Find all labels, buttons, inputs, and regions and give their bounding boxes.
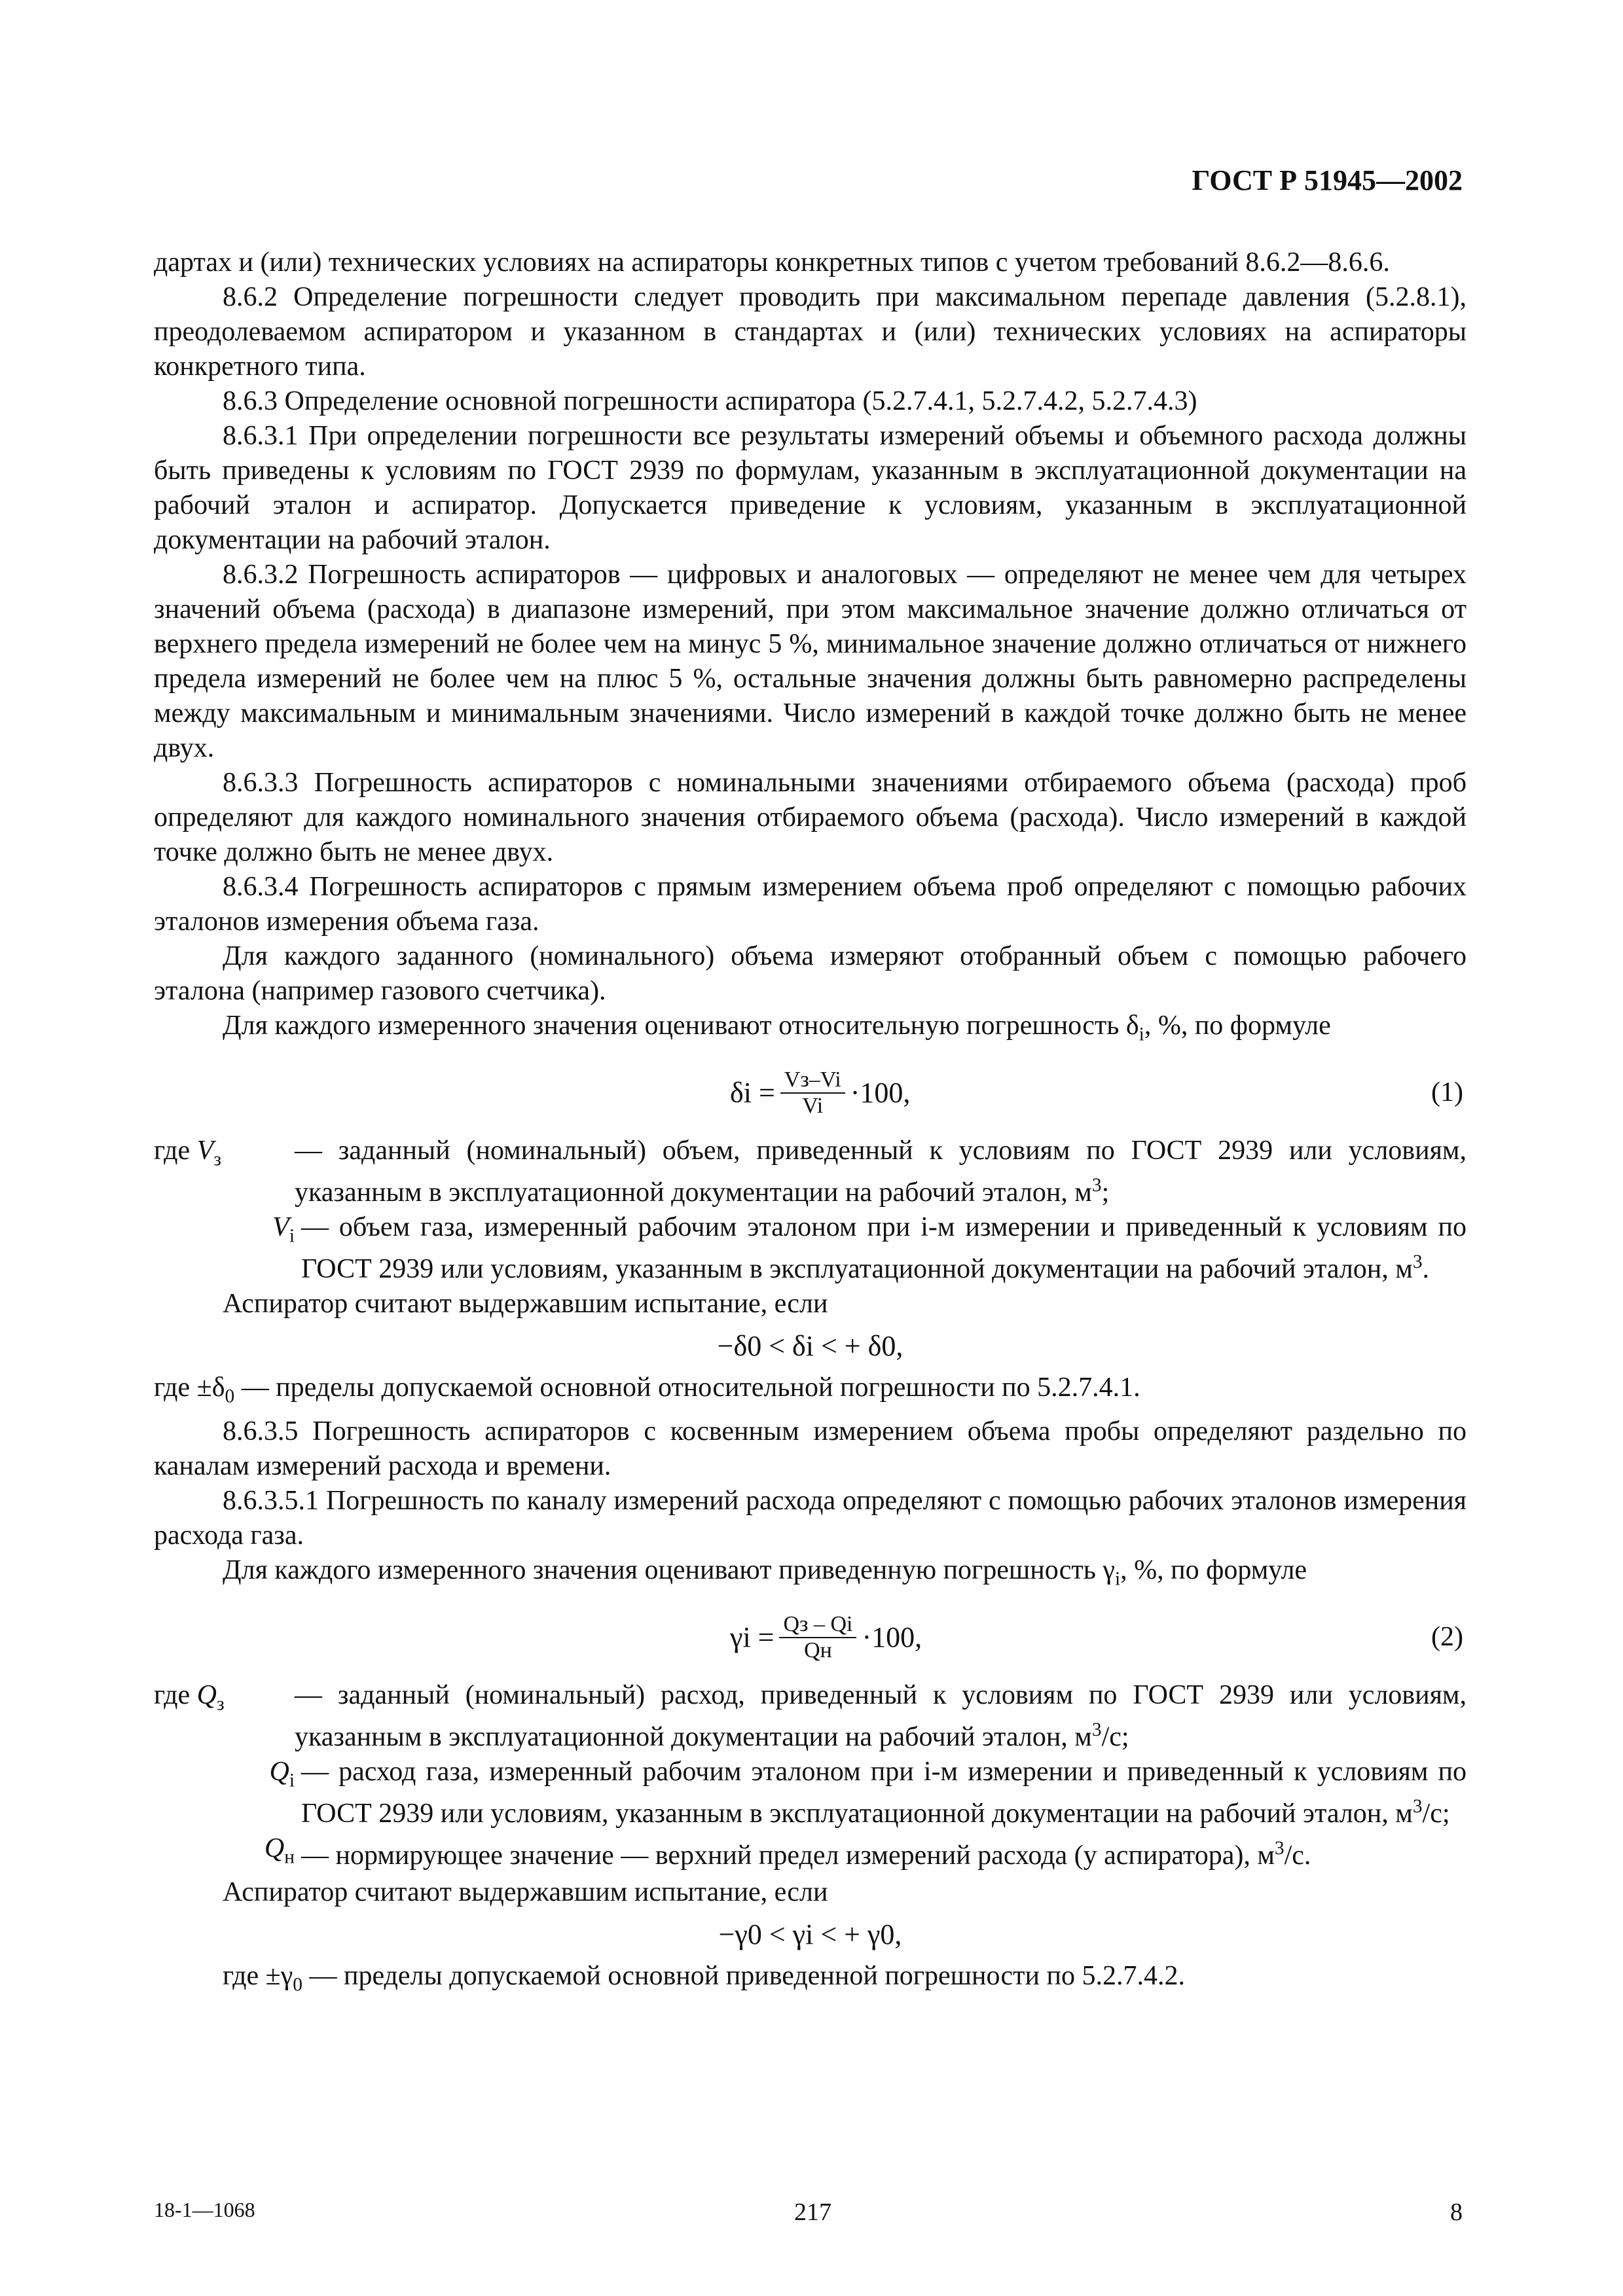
definition-row: $Q_н$ — нормирующее значение — верхний предел измерений расхода (у аспиратора), $м^3/с$. [154,1831,1467,1874]
document-body [154,245,1467,2002]
paragraph: где $\pm\gamma_0$ — пределы допускаемой основной приведенной погрешности по 5.2.7.4.2. [223,1960,1185,1995]
definition-text: — заданный (номинальный) объем, приведенный к условиям по ГОСТ 2939 или условиям, указанным в эксплуатационной документации на рабочий эталон, $м^3$; [295,1136,1467,1208]
definition-row: $Q_i$ — расход газа, измеренный рабочим эталоном при i-м измерении и приведенный к условиям по ГОСТ 2939 или условиям, указанным в эксплуатационной документации на рабочий эталон, $м^3/с$; [154,1755,1467,1831]
formula-1-number: (1) [1431,1077,1463,1108]
inequality-1: −δ0 < δi < + δ0, [717,1330,903,1363]
definition-text: — нормирующее значение — верхний предел измерений расхода (у аспиратора), $м^3/с$. [301,1838,1311,1871]
paragraph: 8.6.3.5 Погрешность аспираторов с косвенным измерением объема пробы определяют раздельно по каналам измерений расхода и времени. [154,1416,1467,1481]
definition-row: $V_i$ — объем газа, измеренный рабочим эталоном при i-м измерении и приведенный к условиям по ГОСТ 2939 или условиям, указанным в эксплуатационной документации на рабочий эталон, $м^3$. [154,1210,1467,1287]
fraction: $\frac{Vз-Vi}{Vi}$ [780,1067,845,1119]
definition-text: — объем газа, измеренный рабочим эталоном при i-м измерении и приведенный к условиям по ГОСТ 2939 или условиям, указанным в эксплуатационной документации на рабочий эталон, $м^3$. [301,1212,1467,1285]
fraction: $\frac{Qз - Qi}{Qн}$ [779,1612,856,1663]
footer-code: 18-1—1068 [154,2198,255,2221]
paragraph: Аспиратор считают выдержавшим испытание, если [223,1289,828,1319]
paragraph: Для каждого заданного (номинального) объема измеряют отобранный объем с помощью рабочего эталона (например газового счетчика). [154,941,1467,1006]
footer-page-number: 217 [794,2198,831,2226]
formula-1 [154,1052,1467,1134]
paragraph: Для каждого измеренного значения оценивают приведенную погрешность $\gamma_i$, %, по формуле [223,1554,1307,1590]
formula-1-expression: δi = $\frac{Vз-Vi}{Vi}$ ·100, [730,1067,911,1118]
definition-text: — расход газа, измеренный рабочим эталоном при i-м измерении и приведенный к условиям по ГОСТ 2939 или условиям, указанным в эксплуатационной документации на рабочий эталон, $м^3/с$; [301,1757,1467,1829]
definition-row: где $V_з$ — заданный (номинальный) объем, приведенный к условиям по ГОСТ 2939 или условиям, указанным в эксплуатационной документации на рабочий эталон, $м^3$; [154,1134,1467,1210]
paragraph: Аспиратор считают выдержавшим испытание, если [223,1876,828,1907]
paragraph: 8.6.3 Определение основной погрешности аспиратора (5.2.7.4.1, 5.2.7.4.2, 5.2.7.4.3) [223,386,1197,416]
paragraph: Для каждого измеренного значения оценивают относительную погрешность $\delta_i$, %, по формуле [223,1011,1331,1045]
definition-text: — заданный (номинальный) расход, приведенный к условиям по ГОСТ 2939 или условиям, указанным в эксплуатационной документации на рабочий эталон, $м^3/с$; [295,1680,1467,1753]
paragraph: 8.6.3.2 Погрешность аспираторов — цифровых и аналоговых — определяют не менее чем для четырех значений объема (расхода) в диапазоне измерений, при этом максимальное значение должно отличаться от верхнего предела измерений не более чем на минус 5 %, минимальное значение должно отличаться от нижнего предела измерений не более чем на плюс 5 %, остальные значения должны быть равномерно распределены между максимальным и минимальным значениями. Число измерений в каждой точке должно быть не менее двух. [154,560,1467,763]
document-header: ГОСТ Р 51945—2002 [1192,164,1463,196]
paragraph: дартах и (или) технических условиях на аспираторы конкретных типов с учетом требований 8.6.2—8.6.6. [154,247,1390,278]
paragraph: 8.6.2 Определение погрешности следует проводить при максимальном перепаде давления (5.2.8.1), преодолеваемом аспиратором и указанном в стандартах и (или) технических условиях на аспираторы конкретного типа. [154,282,1467,382]
paragraph: где $\pm\delta_0$ — пределы допускаемой основной относительной погрешности по 5.2.7.4.1. [154,1372,1140,1407]
formula-2-expression: γi = $\frac{Qз - Qi}{Qн}$ ·100, [730,1611,922,1662]
footer-sheet-number: 8 [1450,2198,1463,2226]
paragraph: 8.6.3.1 При определении погрешности все результаты измерений объемы и объемного расхода должны быть приведены к условиям по ГОСТ 2939 по формулам, указанным в эксплуатационной документации на рабочий эталон и аспиратор. Допускается приведение к условиям, указанным в эксплуатационной документации на рабочий эталон. [154,421,1467,555]
paragraph: 8.6.3.3 Погрешность аспираторов с номинальными значениями отбираемого объема (расхода) проб определяют для каждого номинального значения отбираемого объема (расхода). Число измерений в каждой точке должно быть не менее двух. [154,768,1467,867]
inequality-2: −γ0 < γi < + γ0, [718,1918,902,1950]
definition-row: где $Q_з$ — заданный (номинальный) расход, приведенный к условиям по ГОСТ 2939 или условиям, указанным в эксплуатационной документации на рабочий эталон, $м^3/с$; [154,1678,1467,1755]
formula-2-number: (2) [1431,1622,1463,1653]
formula-2 [154,1596,1467,1678]
paragraph: 8.6.3.5.1 Погрешность по каналу измерений расхода определяют с помощью рабочих эталонов измерения расхода газа. [154,1485,1467,1551]
paragraph: 8.6.3.4 Погрешность аспираторов с прямым измерением объема проб определяют с помощью рабочих эталонов измерения объема газа. [154,872,1467,937]
